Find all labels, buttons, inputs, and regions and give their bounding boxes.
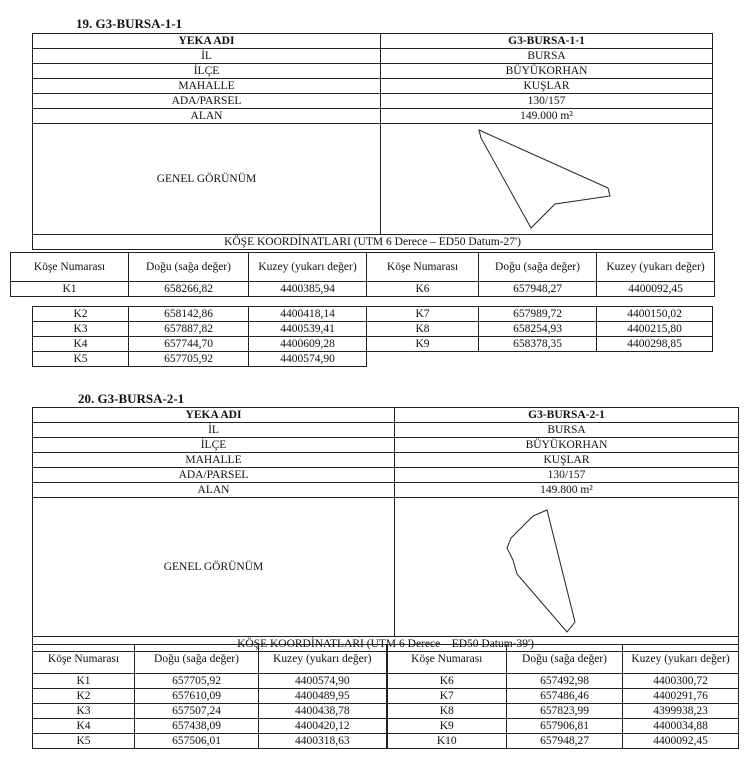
info-row — [33, 438, 739, 453]
info-row — [33, 64, 713, 79]
east-value: 657948,27 — [479, 282, 597, 297]
header-north: Kuzey (yukarı değer) — [249, 253, 367, 282]
corner-coordinates-table — [10, 252, 715, 297]
parcel-info-table — [32, 407, 739, 652]
north-value: 4400489,95 — [259, 689, 387, 704]
table-row — [33, 352, 713, 367]
east-value: 657486,46 — [507, 689, 623, 704]
corner-id: K8 — [387, 704, 507, 719]
header-north: Kuzey (yukarı değer) — [623, 645, 739, 674]
east-value: 657989,72 — [479, 307, 597, 322]
north-value: 4400291,76 — [623, 689, 739, 704]
info-value: KUŞLAR — [381, 79, 713, 94]
east-value: 657506,01 — [135, 734, 259, 749]
table-row — [33, 307, 713, 322]
corner-id: K8 — [367, 322, 479, 337]
north-value: 4399938,23 — [623, 704, 739, 719]
section-heading: 20. G3-BURSA-2-1 — [78, 391, 185, 406]
info-value: G3-BURSA-2-1 — [395, 408, 739, 423]
parcel-outline-map — [395, 498, 739, 637]
east-value: 658142,86 — [129, 307, 249, 322]
header-corner: Köşe Numarası — [11, 253, 129, 282]
corner-id: K3 — [33, 322, 129, 337]
info-row — [33, 34, 713, 49]
parcel-info-table — [32, 33, 713, 250]
east-value: 657948,27 — [507, 734, 623, 749]
info-row — [33, 94, 713, 109]
header-corner: Köşe Numarası — [387, 645, 507, 674]
corner-id: K3 — [33, 704, 135, 719]
info-value: 130/157 — [395, 468, 739, 483]
info-value: KUŞLAR — [395, 453, 739, 468]
east-value: 657887,82 — [129, 322, 249, 337]
north-value: 4400418,14 — [249, 307, 367, 322]
info-label: YEKA ADI — [33, 408, 395, 423]
info-row — [33, 423, 739, 438]
parcel-outline-icon — [395, 498, 737, 636]
info-label: İLÇE — [33, 64, 381, 79]
header-east: Doğu (sağa değer) — [129, 253, 249, 282]
corner-id: K1 — [11, 282, 129, 297]
table-row — [33, 704, 739, 719]
corner-id: K4 — [33, 719, 135, 734]
table-row — [33, 719, 739, 734]
parcel-outline-map — [381, 124, 713, 235]
corner-id: K9 — [387, 719, 507, 734]
east-value: 657705,92 — [129, 352, 249, 367]
east-value: 657492,98 — [507, 674, 623, 689]
general-view-label: GENEL GÖRÜNÜM — [33, 124, 381, 235]
corner-coordinates-table — [32, 644, 739, 749]
east-value: 658378,35 — [479, 337, 597, 352]
info-value: BURSA — [381, 49, 713, 64]
info-row — [33, 468, 739, 483]
info-label: ADA/PARSEL — [33, 94, 381, 109]
info-row — [33, 49, 713, 64]
north-value: 4400385,94 — [249, 282, 367, 297]
east-value: 657744,70 — [129, 337, 249, 352]
info-value: 130/157 — [381, 94, 713, 109]
corner-coordinates-table-continued — [32, 306, 713, 367]
parcel-outline-icon — [381, 124, 711, 234]
north-value: 4400298,85 — [597, 337, 713, 352]
table-row — [11, 282, 715, 297]
table-row — [33, 689, 739, 704]
corner-id: K6 — [387, 674, 507, 689]
north-value: 4400609,28 — [249, 337, 367, 352]
north-value: 4400300,72 — [623, 674, 739, 689]
corner-coordinates-title: KÖŞE KOORDİNATLARI (UTM 6 Derece – ED50 Datum-39') — [33, 637, 739, 652]
north-value: 4400092,45 — [623, 734, 739, 749]
north-value: 4400092,45 — [597, 282, 715, 297]
header-north: Kuzey (yukarı değer) — [259, 645, 387, 674]
info-label: ADA/PARSEL — [33, 468, 395, 483]
corner-id: K7 — [367, 307, 479, 322]
info-row — [33, 453, 739, 468]
table-row — [33, 734, 739, 749]
corner-coordinates-title: KÖŞE KOORDİNATLARI (UTM 6 Derece – ED50 Datum-27') — [33, 235, 713, 250]
corner-id: K4 — [33, 337, 129, 352]
corner-id: K7 — [387, 689, 507, 704]
info-row — [33, 109, 713, 124]
north-value: 4400539,41 — [249, 322, 367, 337]
north-value: 4400420,12 — [259, 719, 387, 734]
header-east: Doğu (sağa değer) — [507, 645, 623, 674]
info-row — [33, 79, 713, 94]
corner-id: K1 — [33, 674, 135, 689]
general-view-row — [33, 498, 739, 637]
table-row — [33, 674, 739, 689]
header-corner: Köşe Numarası — [33, 645, 135, 674]
info-value: 149.800 m² — [395, 483, 739, 498]
north-value: 4400034,88 — [623, 719, 739, 734]
coordinates-header-row — [11, 253, 715, 282]
info-label: ALAN — [33, 483, 395, 498]
info-row — [33, 408, 739, 423]
corner-id: K10 — [387, 734, 507, 749]
north-value: 4400574,90 — [259, 674, 387, 689]
north-value: 4400438,78 — [259, 704, 387, 719]
north-value: 4400215,80 — [597, 322, 713, 337]
info-row — [33, 483, 739, 498]
table-row — [33, 322, 713, 337]
empty-cell — [367, 352, 713, 367]
info-value: BÜYÜKORHAN — [395, 438, 739, 453]
table-row — [33, 337, 713, 352]
general-view-label: GENEL GÖRÜNÜM — [33, 498, 395, 637]
corner-id: K2 — [33, 689, 135, 704]
info-value: BÜYÜKORHAN — [381, 64, 713, 79]
info-value: 149.000 m² — [381, 109, 713, 124]
corner-id: K5 — [33, 352, 129, 367]
header-east: Doğu (sağa değer) — [135, 645, 259, 674]
corner-id: K2 — [33, 307, 129, 322]
section-heading: 19. G3-BURSA-1-1 — [76, 16, 183, 31]
info-label: İLÇE — [33, 438, 395, 453]
north-value: 4400574,90 — [249, 352, 367, 367]
east-value: 657507,24 — [135, 704, 259, 719]
east-value: 657438,09 — [135, 719, 259, 734]
header-east: Doğu (sağa değer) — [479, 253, 597, 282]
corner-id: K9 — [367, 337, 479, 352]
info-label: MAHALLE — [33, 453, 395, 468]
coordinates-header-row — [33, 645, 739, 674]
east-value: 658266,82 — [129, 282, 249, 297]
east-value: 657705,92 — [135, 674, 259, 689]
info-label: YEKA ADI — [33, 34, 381, 49]
east-value: 657610,09 — [135, 689, 259, 704]
north-value: 4400150,02 — [597, 307, 713, 322]
info-value: G3-BURSA-1-1 — [381, 34, 713, 49]
header-north: Kuzey (yukarı değer) — [597, 253, 715, 282]
east-value: 658254,93 — [479, 322, 597, 337]
info-label: ALAN — [33, 109, 381, 124]
header-corner: Köşe Numarası — [367, 253, 479, 282]
info-label: MAHALLE — [33, 79, 381, 94]
east-value: 657823,99 — [507, 704, 623, 719]
info-label: İL — [33, 49, 381, 64]
corner-id: K5 — [33, 734, 135, 749]
info-value: BURSA — [395, 423, 739, 438]
corner-id: K6 — [367, 282, 479, 297]
north-value: 4400318,63 — [259, 734, 387, 749]
general-view-row — [33, 124, 713, 235]
east-value: 657906,81 — [507, 719, 623, 734]
info-label: İL — [33, 423, 395, 438]
